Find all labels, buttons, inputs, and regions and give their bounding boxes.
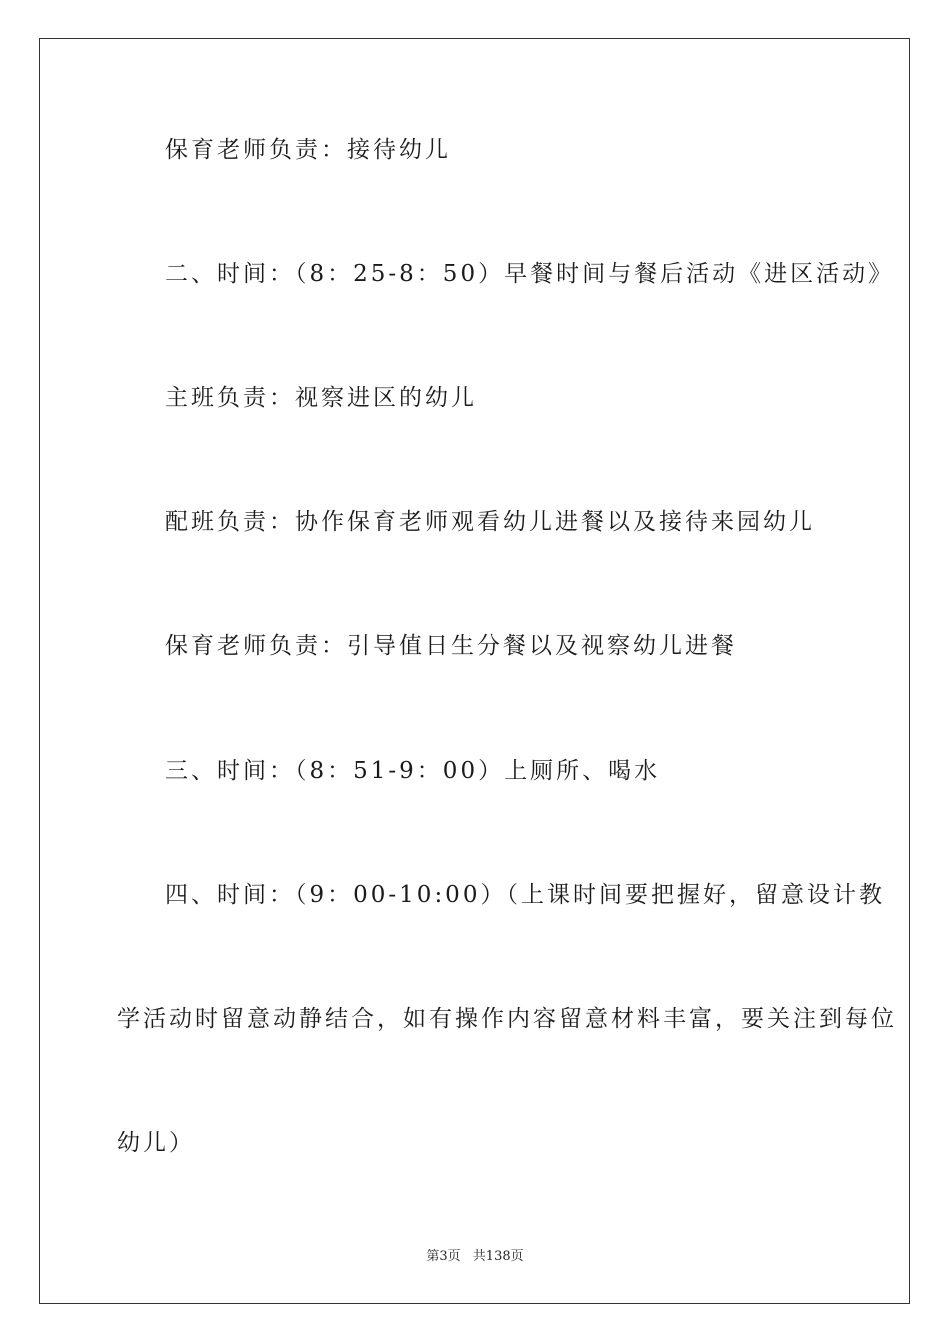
page-total: 共138页 (472, 1249, 524, 1264)
paragraph-line: 三、时间：（8：51-9：00）上厕所、喝水 (165, 758, 661, 784)
paragraph-line: 学活动时留意动静结合，如有操作内容留意材料丰富，要关注到每位 (117, 1006, 897, 1032)
paragraph-line: 配班负责：协作保育老师观看幼儿进餐以及接待来园幼儿 (165, 509, 815, 535)
paragraph-line: 二、时间：（8：25-8：50）早餐时间与餐后活动《进区活动》 (165, 261, 895, 287)
page-footer (0, 1248, 950, 1266)
paragraph-line: 主班负责：视察进区的幼儿 (165, 385, 477, 411)
page-border (39, 38, 910, 1304)
page-number: 第3页 (426, 1249, 461, 1264)
paragraph-line: 四、时间：（9：00-10:00）（上课时间要把握好，留意设计教 (165, 882, 885, 908)
paragraph-line: 保育老师负责：接待幼儿 (165, 137, 451, 163)
paragraph-line: 幼儿） (117, 1130, 195, 1156)
paragraph-line: 保育老师负责：引导值日生分餐以及视察幼儿进餐 (165, 633, 737, 659)
